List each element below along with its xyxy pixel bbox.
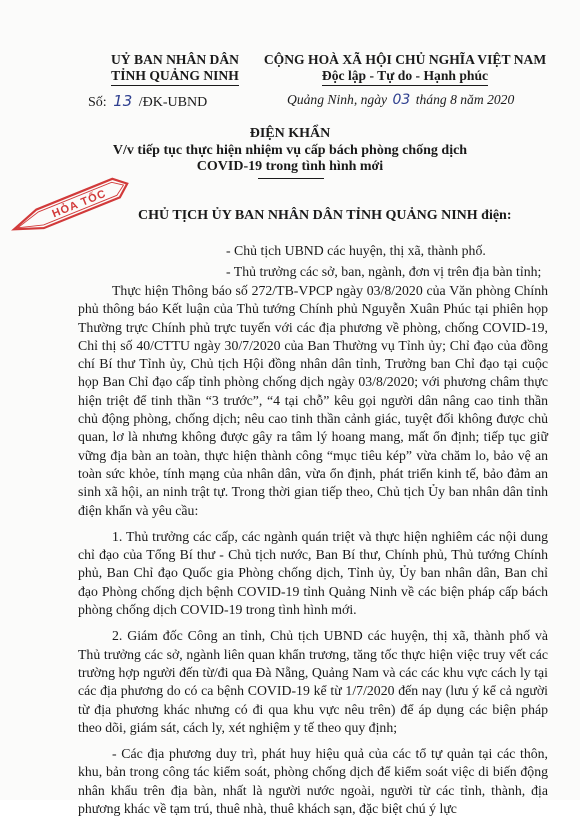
agency-line-2: TỈNH QUẢNG NINH <box>111 68 239 86</box>
document-body <box>78 282 548 818</box>
date-after: tháng 8 năm 2020 <box>415 92 515 107</box>
doc-number-handwritten: 13 <box>113 92 133 110</box>
body-paragraph: 2. Giám đốc Công an tỉnh, Chủ tịch UBND các huyện, thị xã, thành phố và Thủ trưởng các sở, ngành liên quan khẩn trương, tăng tốc thực hiện việc truy vết các trường hợp người đến từ/đi qua Đà Nẵng, Quảng Nam và các các khu vực cách ly tại các địa phương do có ca bệnh COVID-19 kể từ 1/7/2020 đến nay (lưu ý kể cả người từ địa phương khác nhưng có đi qua khu vực nêu trên) để áp dụng các biện pháp theo dõi, giám sát, cách ly, xét nghiệm y tế theo quy định; <box>78 628 548 735</box>
nation-motto: Độc lập - Tự do - Hạnh phúc <box>322 68 488 86</box>
document-title: ĐIỆN KHẨN <box>249 126 331 141</box>
doc-number-suffix: /ĐK-UBND <box>138 95 208 110</box>
addressee-intro: CHỦ TỊCH ỦY BAN NHÂN DÂN TỈNH QUẢNG NINH điện: <box>138 208 512 223</box>
subject-line-1: V/v tiếp tục thực hiện nhiệm vụ cấp bách phòng chống dịch <box>112 143 468 158</box>
body-paragraph: 1. Thủ trưởng các cấp, các ngành quán triệt và thực hiện nghiêm các nội dung chỉ đạo của Tổng Bí thư - Chủ tịch nước, Ban Bí thư, Chính phủ, Thủ tướng Chính phủ, Ban Chỉ đạo Quốc gia Phòng chống dịch, Tỉnh ủy, Ủy ban nhân dân, Ban chỉ đạo Phòng chống dịch bệnh COVID-19 tỉnh Quảng Ninh về các biện pháp cấp bách phòng chống dịch COVID-19 trong tình hình mới. <box>78 528 548 618</box>
date-day-handwritten: 03 <box>392 92 411 108</box>
urgent-stamp <box>6 162 136 232</box>
agency-line-1: UỶ BAN NHÂN DÂN <box>110 52 239 67</box>
stamp-text: HỎA TỐC <box>50 187 109 221</box>
document-number <box>88 92 207 111</box>
doc-number-prefix: Số: <box>88 95 107 110</box>
recipient-item: - Chủ tịch UBND các huyện, thị xã, thành phố. <box>226 243 486 258</box>
subject-line-2: COVID-19 trong tình hình mới <box>196 159 384 174</box>
recipient-item: - Thủ trưởng các sở, ban, ngành, đơn vị trên địa bàn tỉnh; <box>226 264 542 279</box>
date-before: Quảng Ninh, ngày <box>287 92 388 107</box>
issue-date <box>287 92 514 108</box>
body-paragraph: Thực hiện Thông báo số 272/TB-VPCP ngày 03/8/2020 của Văn phòng Chính phủ thông báo Kết luận của Thủ tướng Chính phủ Nguyễn Xuân Phúc tại phiên họp Thường trực Chính phủ trực tuyến với các địa phương về phòng, chống COVID-19, Chỉ thị số 40/CTTU ngày 30/7/2020 của Ban Thường vụ Tỉnh ủy; Chỉ đạo của đồng chí Bí thư Tỉnh ủy, Chủ tịch Hội đồng nhân dân tỉnh, Trưởng ban Chỉ đạo tại cuộc họp Ban Chỉ đạo cấp tỉnh phòng chống dịch ngày 03/8/2020; với phương châm thực hiện triệt để tinh thần “3 trước”, “4 tại chỗ” kêu gọi người dân nâng cao tinh thần chủ động phòng, chống dịch; nêu cao tinh thần cảnh giác, tuyệt đối không được chủ quan, lơ là nhưng không được gây ra tâm lý hoang mang, mất ổn định; tiếp tục giữ vững địa bàn an toàn, thực hiện thành công “mục tiêu kép” vừa chăm lo, bảo vệ an toàn sức khỏe, tính mạng của nhân dân, vừa ổn định, phát triển kinh tế, bảo đảm an sinh xã hội, an ninh trật tự. Trong thời gian tiếp theo, Chủ tịch Ủy ban nhân dân tỉnh điện khẩn và yêu cầu: <box>78 283 548 518</box>
nation-title: CỘNG HOÀ XÃ HỘI CHỦ NGHĨA VIỆT NAM <box>263 52 547 67</box>
recipient-list <box>226 240 541 282</box>
subject-underline <box>258 178 324 179</box>
body-paragraph: - Các địa phương duy trì, phát huy hiệu quả của các tổ tự quản tại các thôn, khu, bản trong công tác kiểm soát, phòng chống dịch để kiểm soát việc di biến động nhân khẩu trên địa bàn, nhất là người nước ngoài, người từ các tỉnh, thành, địa phương khác về tạm trú, thuê nhà, thuê khách sạn, đặc biệt chú ý lực <box>78 746 548 817</box>
issuing-agency <box>80 52 270 86</box>
national-header <box>255 52 555 86</box>
